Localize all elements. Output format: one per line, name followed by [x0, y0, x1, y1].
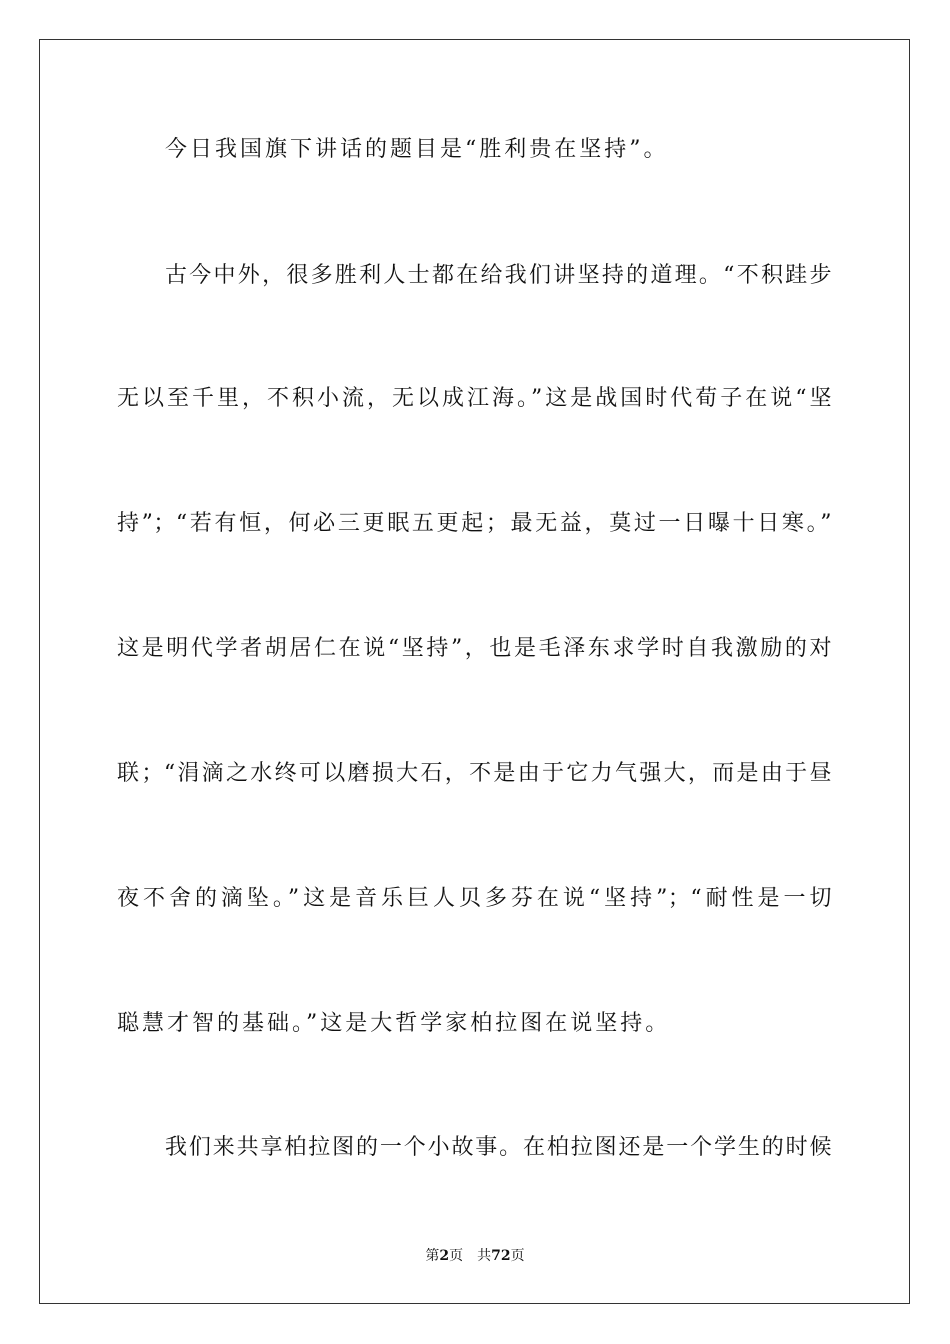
page-footer	[0, 1246, 950, 1266]
page-prefix: 第	[425, 1248, 440, 1264]
paragraph-2-line-5: 联；“涓滴之水终可以磨损大石，不是由于它力气强大，而是由于昼	[117, 761, 832, 786]
paragraph-2-line-3: 持”；“若有恒，何必三更眠五更起；最无益，莫过一日曝十日寒。”	[117, 511, 832, 536]
page-number: 2	[439, 1248, 450, 1264]
total-suffix: 页	[510, 1248, 525, 1264]
page-suffix: 页	[449, 1248, 464, 1264]
paragraph-2-line-6: 夜不舍的滴坠。”这是音乐巨人贝多芬在说“坚持”；“耐性是一切	[117, 886, 832, 911]
paragraph-1-line-1: 今日我国旗下讲话的题目是“胜利贵在坚持”。	[165, 137, 669, 162]
page-border	[39, 39, 910, 1304]
total-pages: 72	[491, 1248, 511, 1264]
paragraph-2-line-2: 无以至千里，不积小流，无以成江海。”这是战国时代荀子在说“坚	[117, 386, 832, 411]
paragraph-2-line-1: 古今中外，很多胜利人士都在给我们讲坚持的道理。“不积跬步	[165, 263, 832, 288]
total-prefix: 共	[477, 1248, 492, 1264]
paragraph-2-line-7: 聪慧才智的基础。”这是大哲学家柏拉图在说坚持。	[117, 1011, 671, 1036]
paragraph-3-line-1: 我们来共享柏拉图的一个小故事。在柏拉图还是一个学生的时候	[165, 1135, 832, 1160]
paragraph-2-line-4: 这是明代学者胡居仁在说“坚持”，也是毛泽东求学时自我激励的对	[117, 636, 832, 661]
